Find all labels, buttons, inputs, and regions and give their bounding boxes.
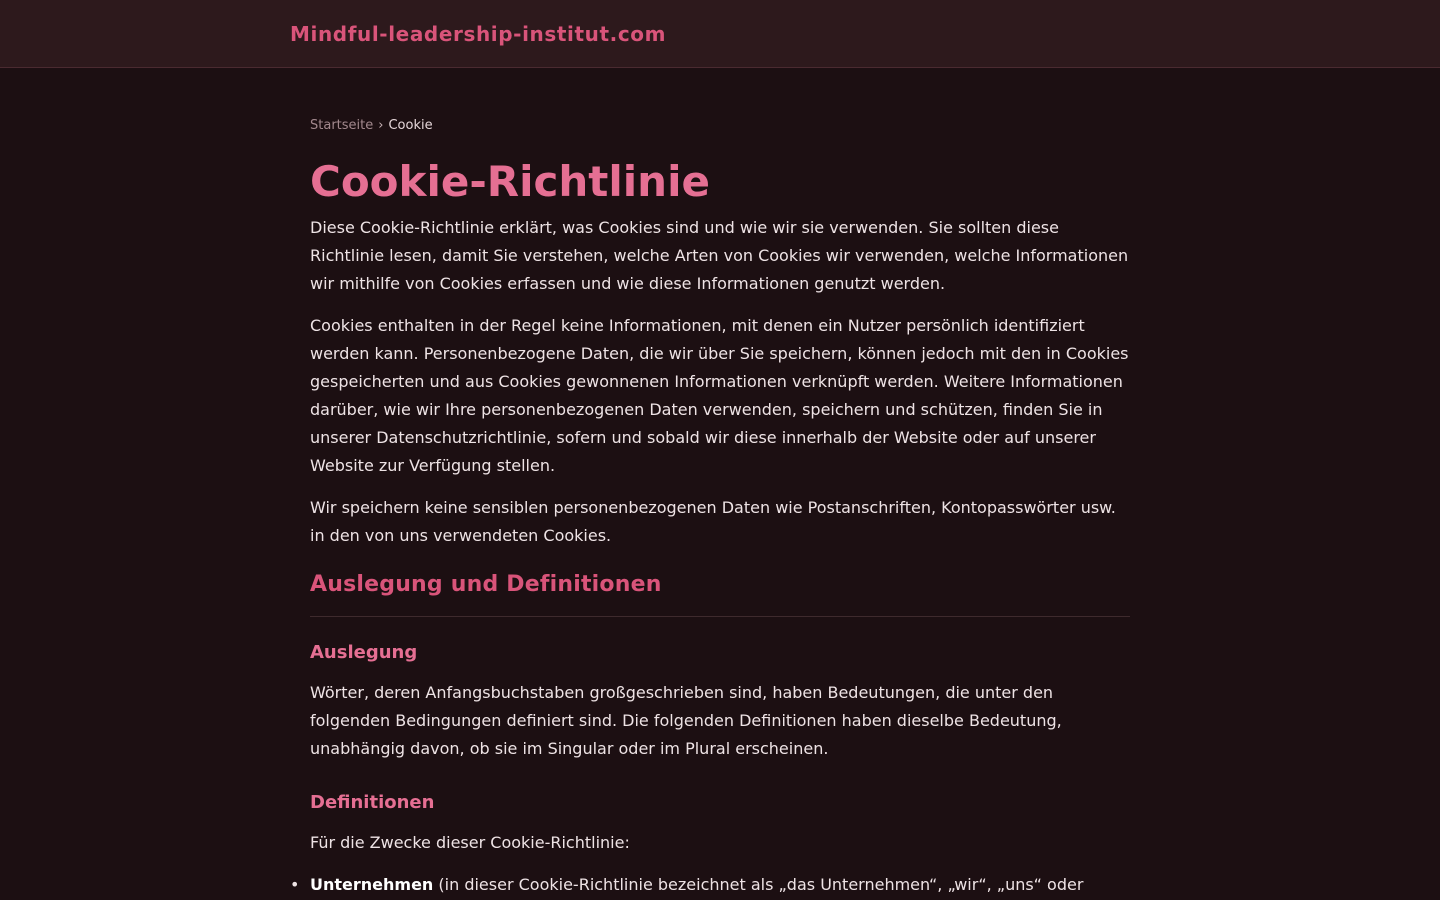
intro-paragraph-1: Diese Cookie-Richtlinie erklärt, was Cookies sind und wie wir sie verwenden. Sie sollten diese Richtlinie lesen, damit Sie verstehen, welche Arten von Cookies wir verwenden, welche Informationen wir mithilfe von Cookies erfassen und wie diese Informationen genutzt werden. — [310, 218, 1129, 293]
main-content — [310, 68, 1130, 899]
site-logo-link[interactable]: Mindful-leadership-institut.com — [290, 21, 667, 46]
subsection-heading-interpretation: Auslegung — [310, 642, 418, 663]
interpretation-paragraph: Wörter, deren Anfangsbuchstaben großgeschrieben sind, haben Bedeutungen, die unter den folgenden Bedingungen definiert sind. Die folgenden Definitionen haben dieselbe Bedeutung, unabhängig davon, ob sie im Singular oder im Plural erscheinen. — [310, 683, 1062, 758]
breadcrumb-current: Cookie — [388, 118, 433, 133]
breadcrumb-home-link[interactable]: Startseite — [310, 118, 374, 133]
intro-paragraph-3: Wir speichern keine sensiblen personenbezogenen Daten wie Postanschriften, Kontopasswörter usw. in den von uns verwendeten Cookies. — [310, 498, 1116, 545]
page-title: Cookie-Richtlinie — [310, 157, 710, 206]
subsection-heading-definitions: Definitionen — [310, 792, 435, 813]
definition-term: Unternehmen — [310, 875, 434, 894]
section-heading-definitions: Auslegung und Definitionen — [310, 570, 1130, 617]
list-item — [310, 871, 1130, 899]
intro-paragraph-2: Cookies enthalten in der Regel keine Informationen, mit denen ein Nutzer persönlich identifiziert werden kann. Personenbezogene Daten, die wir über Sie speichern, können jedoch mit den in Cookies gespeicherten und aus Cookies gewonnenen Informationen verknüpft werden. Weitere Informationen darüber, wie wir Ihre personenbezogenen Daten verwenden, speichern und schützen, finden Sie in unserer Datenschutzrichtlinie, sofern und sobald wir diese innerhalb der Website oder auf unserer Website zur Verfügung stellen. — [310, 316, 1129, 475]
definitions-intro-paragraph: Für die Zwecke dieser Cookie-Richtlinie: — [310, 833, 630, 852]
definition-description: (in dieser Cookie-Richtlinie bezeichnet als „das Unternehmen“, „wir“, „uns“ oder — [433, 875, 1084, 894]
breadcrumb-separator: › — [378, 118, 384, 133]
breadcrumb — [310, 118, 1130, 134]
site-header — [0, 0, 1440, 68]
definitions-list — [310, 871, 1130, 899]
